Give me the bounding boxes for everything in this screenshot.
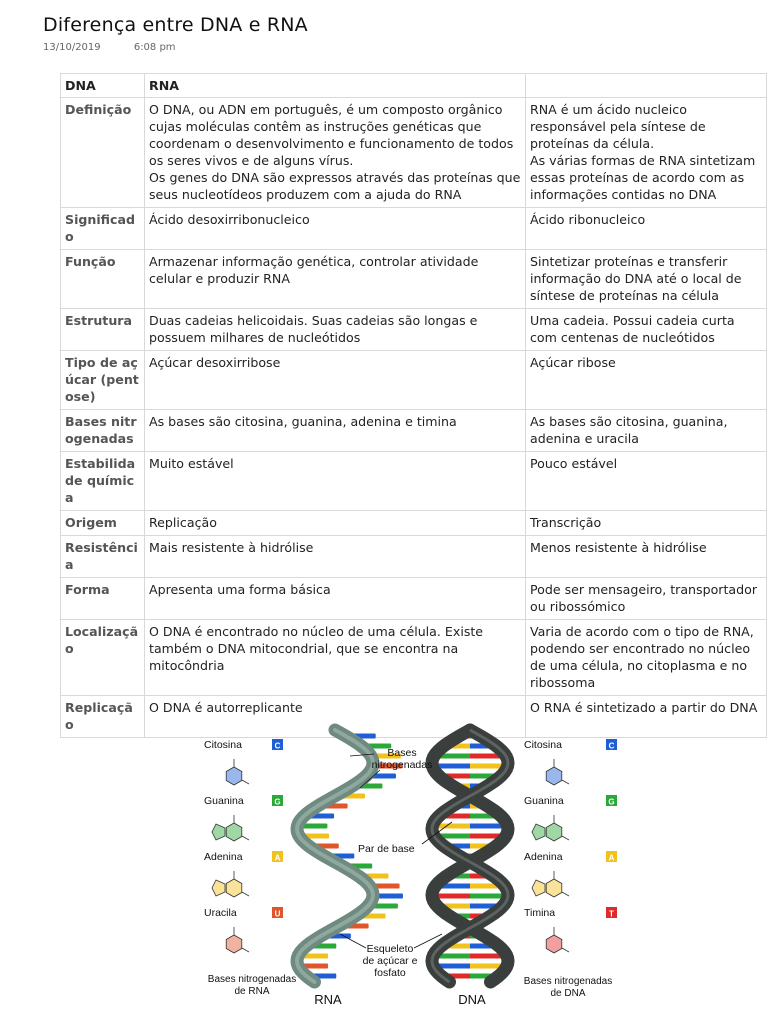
dna-cell: Ácido desoxirribonucleico	[145, 208, 526, 250]
base-molecule-bond	[562, 948, 569, 952]
row-label: Bases nitrogenadas	[61, 410, 145, 452]
header-rna: RNA	[145, 74, 526, 98]
dna-cell: Apresenta uma forma básica	[145, 578, 526, 620]
rna-cell: O RNA é sintetizado a partir do DNA	[526, 696, 767, 738]
row-label: Forma	[61, 578, 145, 620]
dna-cell: Armazenar informação genética, controlar atividade celular e produzir RNA	[145, 250, 526, 309]
header-dna: DNA	[61, 74, 145, 98]
rna-cell: Varia de acordo com o tipo de RNA, podendo ser encontrado no núcleo de uma célula, no citoplasma e no ribossoma	[526, 620, 767, 696]
base-letter: U	[274, 909, 281, 919]
post-time: 6:08 pm	[133, 42, 176, 53]
label-esqueleto: Esqueleto de açúcar e fosfato	[362, 943, 418, 979]
base-molecule-bond	[242, 892, 249, 896]
table-row	[61, 98, 767, 208]
caption-dna-bases: Bases nitrogenadas de DNA	[523, 976, 613, 999]
base-molecule-icon	[226, 767, 242, 785]
base-molecule-icon	[546, 935, 562, 953]
row-label: Estrutura	[61, 309, 145, 351]
page-title: Diferença entre DNA e RNA	[43, 14, 308, 36]
base-letter: C	[608, 741, 615, 751]
post-date: 13/10/2019	[43, 42, 101, 53]
dna-cell: Mais resistente à hidrólise	[145, 536, 526, 578]
base-molecule-icon	[226, 935, 242, 953]
base-molecule-icon	[546, 823, 562, 841]
table-row	[61, 410, 767, 452]
base-molecule-bond	[242, 948, 249, 952]
dna-cell: Duas cadeias helicoidais. Suas cadeias são longas e possuem milhares de nucleótidos	[145, 309, 526, 351]
base-letter: A	[274, 853, 281, 863]
rna-cell: As bases são citosina, guanina, adenina e uracila	[526, 410, 767, 452]
post-meta	[43, 42, 176, 53]
base-molecule-bond	[242, 836, 249, 840]
rna-cell: Menos resistente à hidrólise	[526, 536, 767, 578]
table-row	[61, 536, 767, 578]
dna-rna-diagram	[190, 722, 630, 1022]
base-letter: G	[274, 797, 281, 807]
table-header-row	[61, 74, 767, 98]
rna-base-mark	[377, 894, 403, 899]
base-molecule-icon	[546, 767, 562, 785]
dna-cell: Açúcar desoxirribose	[145, 351, 526, 410]
row-label: Origem	[61, 511, 145, 536]
base-molecule-bond	[562, 836, 569, 840]
base-name-label: Citosina	[204, 739, 242, 751]
base-molecule-icon	[546, 879, 562, 897]
table-row	[61, 208, 767, 250]
label-dna: DNA	[458, 992, 486, 1007]
base-molecule-bond	[242, 780, 249, 784]
base-name-label: Adenina	[204, 851, 243, 863]
base-molecule-icon	[226, 823, 242, 841]
dna-cell: O DNA é encontrado no núcleo de uma célula. Existe também o DNA mitocondrial, que se encontra na mitocôndria	[145, 620, 526, 696]
dna-cell: As bases são citosina, guanina, adenina e timina	[145, 410, 526, 452]
dna-cell: Replicação	[145, 511, 526, 536]
base-name-label: Guanina	[524, 795, 564, 807]
label-rna: RNA	[314, 992, 342, 1007]
rna-cell: Uma cadeia. Possui cadeia curta com centenas de nucleótidos	[526, 309, 767, 351]
base-molecule-ring	[212, 880, 225, 896]
base-name-label: Citosina	[524, 739, 562, 751]
row-label: Tipo de açúcar (pentose)	[61, 351, 145, 410]
label-par-de-base: Par de base	[358, 843, 415, 855]
base-molecule-bond	[562, 780, 569, 784]
rna-cell: Açúcar ribose	[526, 351, 767, 410]
rna-cell: RNA é um ácido nucleico responsável pela síntese de proteínas da célula. As várias formas de RNA sintetizam essas proteínas de acordo com as informações contidas no DNA	[526, 98, 767, 208]
rna-cell: Sintetizar proteínas e transferir informação do DNA até o local de síntese de proteínas na célula	[526, 250, 767, 309]
base-molecule-ring	[532, 880, 545, 896]
table-row	[61, 250, 767, 309]
row-label: Estabilidade química	[61, 452, 145, 511]
row-label: Resistência	[61, 536, 145, 578]
base-letter: G	[608, 797, 615, 807]
dna-cell: O DNA, ou ADN em português, é um composto orgânico cujas moléculas contêm as instruções genéticas que coordenam o desenvolvimento e funcionamento de todos os seres vivos e de alguns vírus. Os genes do DNA são expressos através das proteínas que seus nucleotídeos produzem com a ajuda do RNA	[145, 98, 526, 208]
base-letter: C	[274, 741, 281, 751]
base-name-label: Uracila	[204, 907, 237, 919]
base-letter: T	[609, 909, 614, 919]
table-row	[61, 578, 767, 620]
base-letter: A	[608, 853, 615, 863]
row-label: Localização	[61, 620, 145, 696]
base-molecule-bond	[562, 892, 569, 896]
table-row	[61, 452, 767, 511]
dna-rna-figure	[190, 722, 630, 1022]
base-name-label: Timina	[524, 907, 556, 919]
rna-cell: Pode ser mensageiro, transportador ou ribossómico	[526, 578, 767, 620]
comparison-table	[60, 73, 767, 738]
row-label: Significado	[61, 208, 145, 250]
rna-cell: Ácido ribonucleico	[526, 208, 767, 250]
table-row	[61, 620, 767, 696]
rna-cell: Pouco estável	[526, 452, 767, 511]
table-row	[61, 511, 767, 536]
dna-cell: O DNA é autorreplicante	[145, 696, 526, 738]
row-label: Replicação	[61, 696, 145, 738]
caption-rna-bases: Bases nitrogenadas de RNA	[207, 974, 297, 997]
base-name-label: Guanina	[204, 795, 244, 807]
row-label: Função	[61, 250, 145, 309]
table-row	[61, 309, 767, 351]
label-bases-nitrogenadas: Bases nitrogenadas	[371, 747, 433, 771]
base-molecule-ring	[212, 824, 225, 840]
row-label: Definição	[61, 98, 145, 208]
dna-cell: Muito estável	[145, 452, 526, 511]
table-row	[61, 351, 767, 410]
base-molecule-icon	[226, 879, 242, 897]
base-name-label: Adenina	[524, 851, 563, 863]
header-empty	[526, 74, 767, 98]
base-molecule-ring	[532, 824, 545, 840]
pointer-line	[340, 934, 366, 948]
rna-cell: Transcrição	[526, 511, 767, 536]
